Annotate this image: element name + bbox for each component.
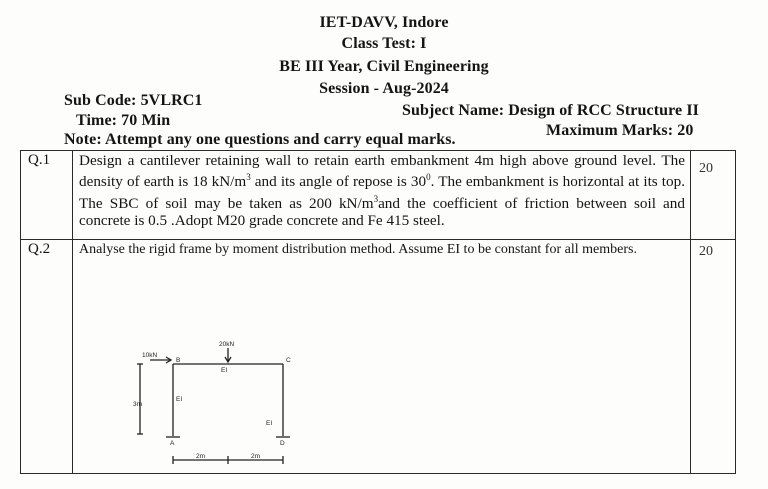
question-text: Design a cantilever retaining wall to retain earth embankment 4m high above ground level. The density of earth is 18 $kN/m^3$ and its angle of repose is $30^0$. The embankment is horizontal at its top. The SBC of soil may be taken as 200 $kN/m^3and$ the coefficient of friction between soil and concrete is 0.5 .Adopt M20 grade concrete and Fe 415 steel. [79,152,685,230]
horizontal-load-label: 10kN [142,352,158,359]
node-b-label: B [176,357,181,364]
question-text: Analyse the rigid frame by moment distribution method. Assume EI to be constant for all members. [79,242,637,257]
span-left-label: 2m [196,453,206,460]
session-title: Session - Aug-2024 [319,80,449,97]
institute-title: IET-DAVV, Indore [319,14,449,31]
question-marks: 20 [699,244,713,259]
sub-code: Sub Code: 5VLRC1 [64,92,203,109]
exam-time: Time: 70 Min [76,112,171,129]
maximum-marks: Maximum Marks: 20 [546,122,694,139]
height-label: 3m [133,401,143,408]
left-column-ei-label: EI [176,396,183,403]
question-marks: 20 [699,161,713,176]
node-c-label: C [286,357,291,364]
question-number: Q.2 [28,241,51,257]
question-number: Q.1 [28,152,51,168]
subject-name: Subject Name: Design of RCC Structure II [402,102,700,119]
year-title: BE III Year, Civil Engineering [279,58,489,75]
node-a-label: A [170,440,175,447]
span-right-label: 2m [251,453,261,460]
beam-ei-label: EI [221,367,228,374]
node-d-label: D [280,440,285,447]
note: Note: Attempt any one questions and carry equal marks. [64,131,456,148]
vertical-load-label: 20kN [219,341,235,348]
right-column-ei-label: EI [266,420,273,427]
test-title: Class Test: I [341,35,427,52]
